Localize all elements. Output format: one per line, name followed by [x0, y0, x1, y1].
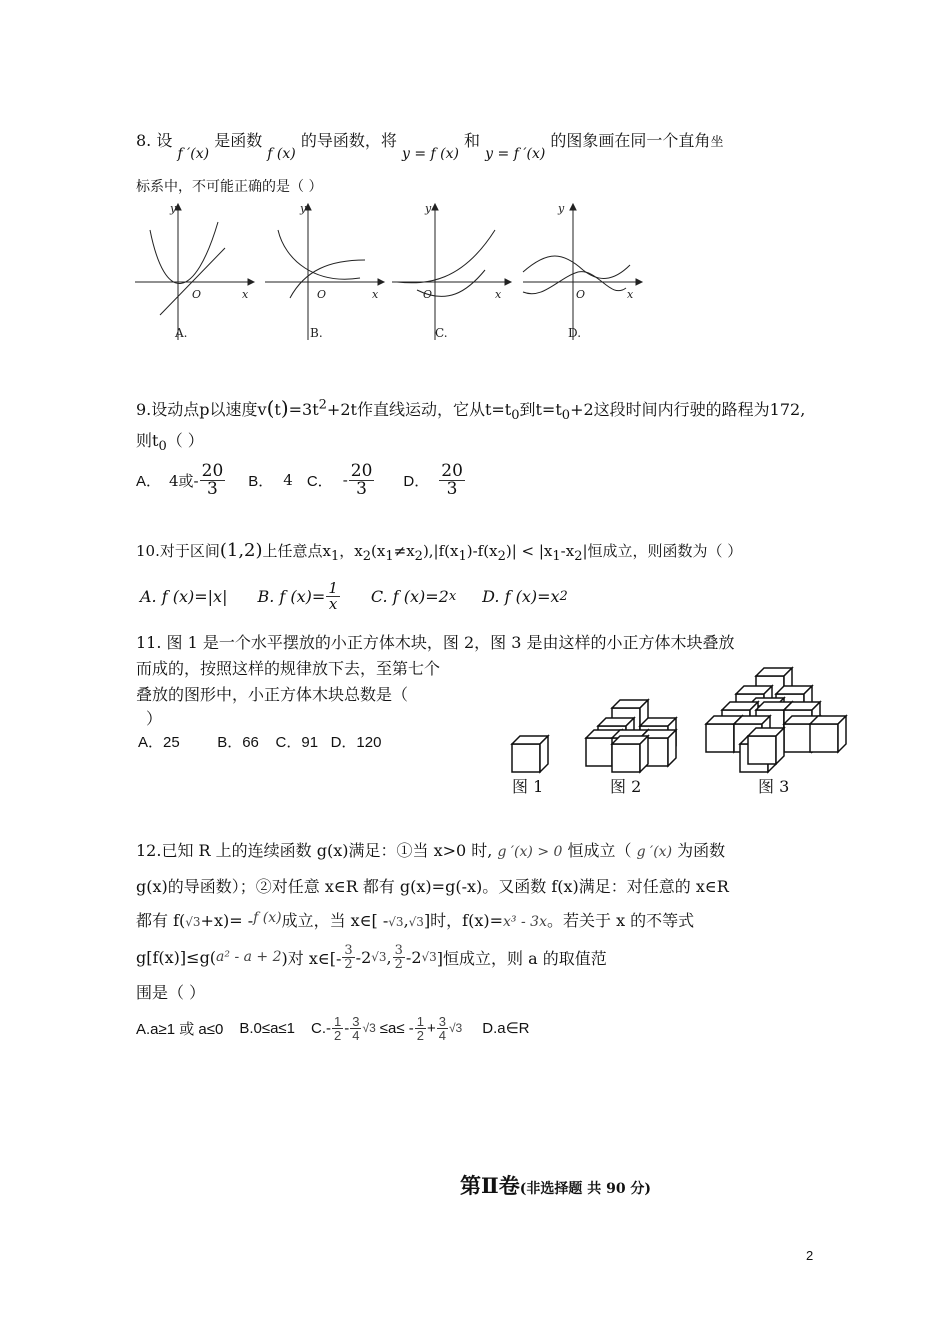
cube-figures-svg	[500, 658, 850, 798]
graph-a-xlabel: x	[242, 288, 249, 301]
graph-a-ylabel: y	[170, 202, 177, 215]
q11-line4: ）	[146, 709, 163, 728]
q9-option-a: A．	[136, 472, 162, 490]
q8-line2: 标系中，不可能正确的是（ ）	[136, 179, 323, 195]
graph-d-label: D.	[568, 326, 582, 340]
graph-c-origin: O	[423, 288, 433, 301]
q9-option-c: C．	[306, 472, 333, 490]
graph-d-origin: O	[576, 288, 586, 301]
graph-b-ylabel: y	[300, 202, 307, 215]
y-equals-fx: y = f (x)	[401, 146, 459, 162]
q9-option-b: B．	[248, 472, 274, 490]
graph-c-xlabel: x	[495, 288, 502, 301]
graph-a-label: A.	[175, 326, 188, 340]
q12-option-b: B.0≤a≤1	[239, 1019, 296, 1037]
q10-option-b: B. f (x)=	[257, 586, 326, 606]
graph-c-ylabel: y	[425, 202, 432, 215]
y-equals-fprime: y = f ′(x)	[485, 146, 546, 162]
graph-b	[265, 204, 384, 340]
fig3-cubes	[706, 668, 846, 772]
q11-line1: 11. 图 1 是一个水平摆放的小正方体木块，图 2，图 3 是由这样的小正方体木块叠放	[136, 633, 735, 652]
fig1-cube	[512, 736, 548, 772]
q12-option-a: A.a≥1 或 a≤0	[136, 1020, 224, 1038]
q12-line3: 都有 f(√3+x)= -f (x)成立，当 x∈[ -√3,√3]时，f(x)=x³ - 3x。若关于 x 的不等式	[136, 910, 695, 930]
q9-line2: 则$t_0$（ ）	[136, 431, 204, 455]
graph-b-label: B.	[310, 326, 323, 340]
fig2-cubes	[586, 700, 676, 772]
q12-line4: g[f(x)]≤g( a² - a + 2 )对 x∈[- $\frac{3}{2}$ -2 √3 , $\frac{3}{2}$ -2 √3 ]恒成立，则 a 的取值范	[136, 942, 607, 972]
q9-option-d: D．	[403, 472, 430, 490]
fig1-label: 图 1	[512, 777, 544, 796]
graph-c-label: C.	[435, 326, 448, 340]
q10-option-c: C. f (x)=2	[370, 586, 449, 606]
q8-graphs-svg	[130, 200, 650, 350]
q10-option-d: D. f (x)=x	[482, 586, 560, 606]
graph-d-ylabel: y	[558, 202, 565, 215]
graph-d-xlabel: x	[627, 288, 634, 301]
fprime-expr: f ′(x)	[177, 146, 210, 162]
graph-b-xlabel: x	[372, 288, 379, 301]
q11-line3: 叠放的图形中，小正方体木块总数是（	[136, 685, 409, 704]
q12-options: A.a≥1 或 a≤0 B.0≤a≤1 C.- $\frac{1}{2}$ - $\frac{3}{4}$ √3 ≤a≤ - $\frac{1}{2}$ + $\frac{3}{4}$ √3 D.a∈R	[136, 1013, 530, 1043]
q11-options: A．25 B．66 C．91 D．120	[138, 734, 382, 751]
section-title: 第Ⅱ卷(非选择题 共 90 分)	[460, 1173, 652, 1198]
q12-option-c: C.-	[311, 1019, 332, 1037]
graph-b-origin: O	[317, 288, 327, 301]
q9-options: A． 4或- $\frac{20}{3}$ B． 4 C． - $\frac{20}{3}$ D． $\frac{20}{3}$	[136, 460, 463, 499]
q12-option-d: D.a∈R	[482, 1020, 530, 1037]
q8-line1: 8. 设 f ′(x) 是函数 f (x) 的导函数，将 y = f (x) 和 y = f ′(x) 的图象画在同一个直角坐	[136, 131, 724, 162]
page-number: 2	[806, 1248, 814, 1263]
q12-line1: 12.已知 R 上的连续函数 g(x)满足：①当 x>0 时, g ′(x) > 0 恒成立（ g ′(x) 为函数	[136, 841, 726, 860]
g-prime-positive: g ′(x) > 0	[497, 844, 563, 860]
fig3-label: 图 3	[758, 777, 790, 796]
graph-a	[135, 204, 254, 340]
q8-graphs	[130, 200, 650, 354]
g-prime-expr: g ′(x)	[636, 844, 673, 860]
q12-line5: 围是（ ）	[136, 983, 206, 1002]
graph-a-origin: O	[192, 288, 202, 301]
q11-figures	[500, 658, 850, 802]
q9-line1: 9.设动点p以速度$v(t)=3t^2+2t$作直线运动，它从$t=t_0$到$t=t_0+2$这段时间内行驶的路程为172,	[136, 396, 806, 424]
graph-c	[392, 204, 511, 340]
q10-options: A. f (x)=|x| B. f (x)= $\frac{1}{x}$ C. f (x)=2 x D. f (x)=x 2	[140, 578, 568, 613]
graph-d	[523, 204, 642, 340]
fig2-label: 图 2	[610, 777, 642, 796]
fx-expr: f (x)	[267, 146, 296, 162]
q11-line2: 而成的，按照这样的规律放下去，至第七个	[136, 659, 441, 678]
q12-line2: g(x)的导函数）；②对任意 x∈R 都有 g(x)=g(-x)。又函数 f(x)满足：对任意的 x∈R	[136, 877, 729, 896]
q10-line1: 10.对于区间(1,2)上任意点$x_1$，$x_2(x_1\ne x_2),|f(x_1)-f(x_2)| < |x_1-x_2|$恒成立，则函数为（ ）	[136, 540, 743, 564]
q10-option-a: A. f (x)=|x|	[140, 586, 228, 606]
